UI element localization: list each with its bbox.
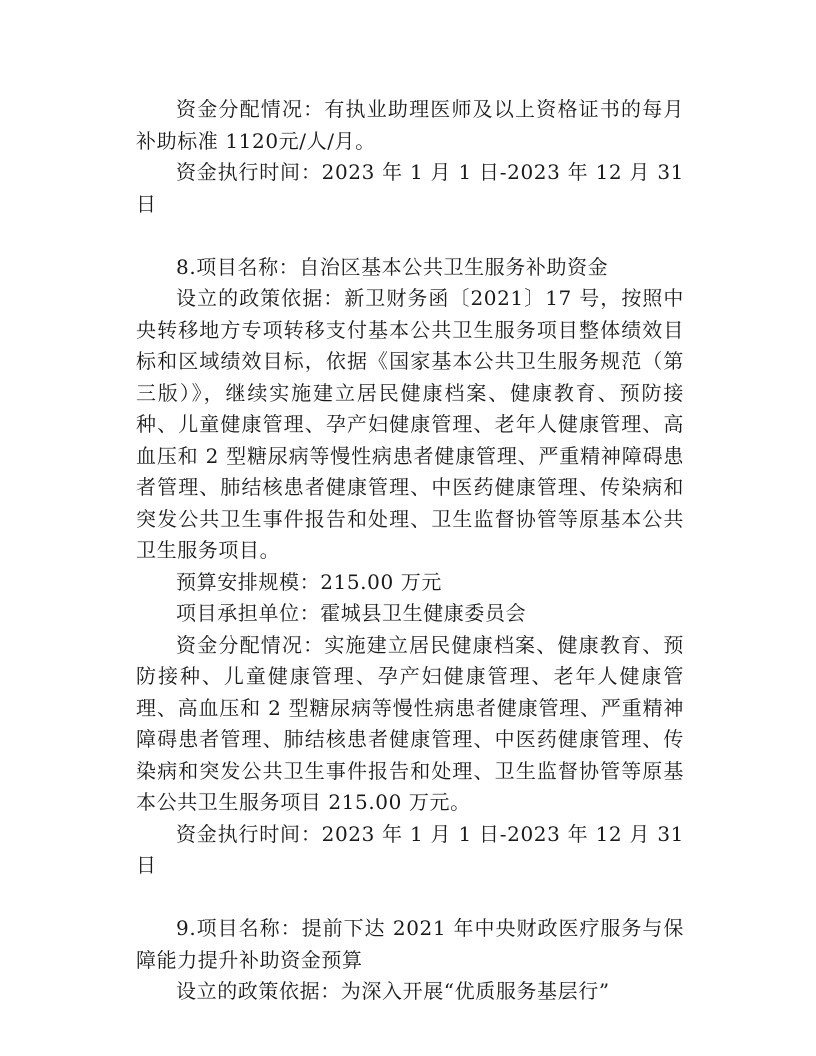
item-8-execution-time: 资金执行时间：2023 年 1 月 1 日-2023 年 12 月 31 日 [136,821,684,877]
fund-allocation-paragraph: 资金分配情况：有执业助理医师及以上资格证书的每月补助标准 1120元/人/月。 [136,97,684,153]
document-body [136,94,684,1008]
item-8-responsible-unit: 项目承担单位：霍城县卫生健康委员会 [176,601,527,625]
item-9-title: 9.项目名称：提前下达 2021 年中央财政医疗服务与保障能力提升补助资金预算 [136,916,684,972]
fund-execution-time-paragraph: 资金执行时间：2023 年 1 月 1 日-2023 年 12 月 31 日 [136,160,684,216]
item-9-policy-basis: 设立的政策依据：为深入开展“优质服务基层行” [176,979,610,1003]
item-8-policy-basis: 设立的政策依据：新卫财务函〔2021〕17 号，按照中央转移地方专项转移支付基本公共卫生服务项目整体绩效目标和区域绩效目标，依据《国家基本公共卫生服务规范（第三版）》，继续实施建立居民健康档案、健康教育、预防接种、儿童健康管理、孕产妇健康管理、老年人健康管理、高血压和 2 型糖尿病等慢性病患者健康管理、严重精神障碍患者管理、肺结核患者健康管理、中医药健康管理、传染病和突发公共卫生事件报告和处理、卫生监督协管等原基本公共卫生服务项目。 [136,286,684,562]
item-8-title: 8.项目名称：自治区基本公共卫生服务补助资金 [176,254,609,279]
item-8-budget-scale: 预算安排规模：215.00 万元 [176,569,442,594]
item-8-fund-allocation: 资金分配情况：实施建立居民健康档案、健康教育、预防接种、儿童健康管理、孕产妇健康管理、老年人健康管理、高血压和 2 型糖尿病等慢性病患者健康管理、严重精神障碍患者管理、肺结核患者健康管理、中医药健康管理、传染病和突发公共卫生事件报告和处理、卫生监督协管等原基本公共卫生服务项目 215.00 万元。 [136,632,684,814]
